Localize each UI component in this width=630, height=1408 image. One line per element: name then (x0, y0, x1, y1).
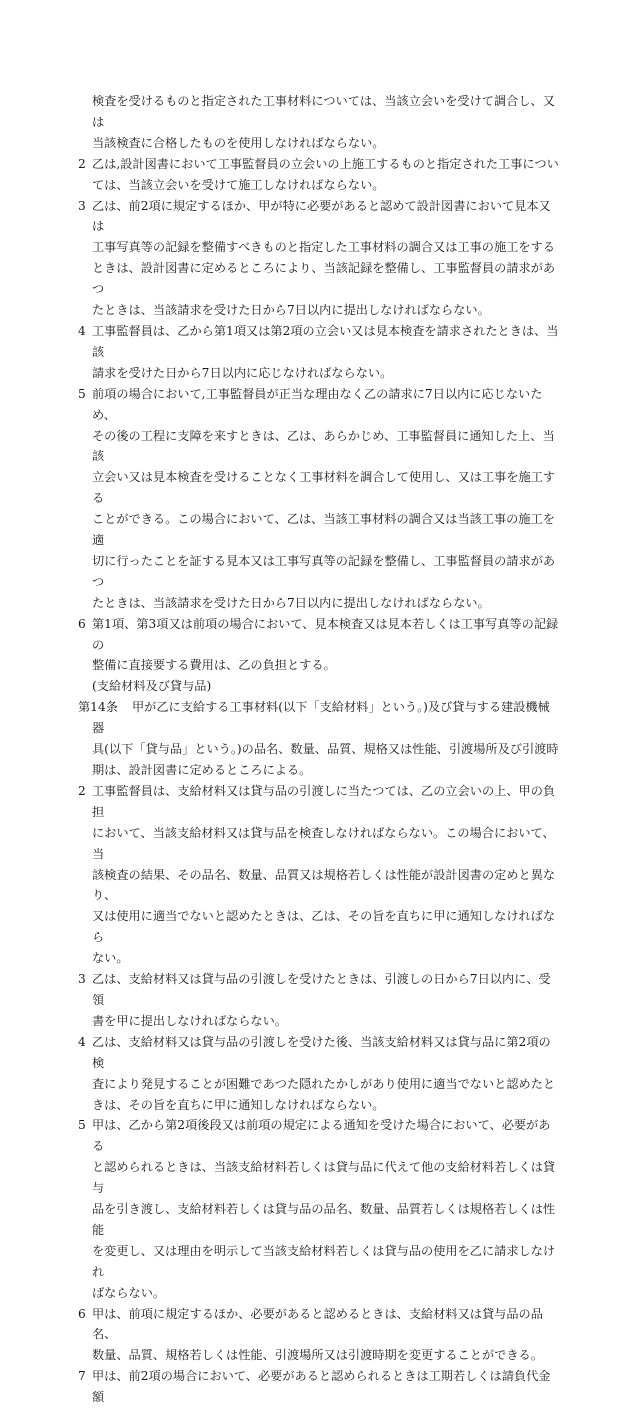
article-heading: (支給材料及び貸与品) (92, 679, 212, 694)
text-line: 立会い又は見本検査を受けることなく工事材料を調合して使用し、又は工事を施工する (92, 470, 556, 506)
contract-text (78, 91, 560, 1408)
article-14-paragraph-4 (78, 1032, 560, 1116)
text-line: その後の工程に支障を来すときは、乙は、あらかじめ、工事監督員に通知した上、当該 (92, 428, 555, 464)
text-line: と認められるときは、当該支給材料若しくは貸与品に代えて他の支給材料若しくは貸与 (92, 1160, 556, 1196)
text-line: において、当該支給材料又は貸与品を検査しなければならない。この場合において、当 (92, 825, 555, 861)
text-line: 乙は、支給材料又は貸与品の引渡しを受けた後、当該支給材料又は貸与品に第2項の検 (92, 1034, 551, 1070)
paragraph-number: 5 (78, 1118, 86, 1133)
text-line: 数量、品質、規格若しくは性能、引渡場所又は引渡時期を変更することができる。 (92, 1348, 543, 1363)
text-line: 甲は、前2項の場合において、必要があると認められるときは工期若しくは請負代金額 (92, 1369, 551, 1405)
paragraph-number: 6 (78, 616, 86, 631)
text-line: 工事監督員は、乙から第1項又は第2項の立会い又は見本検査を請求されたときは、当該 (92, 323, 559, 359)
paragraph-number: 2 (78, 783, 86, 798)
article-14-paragraph-2 (78, 781, 560, 969)
text-line: 検査を受けるものと指定された工事材料については、当該立会いを受けて調合し、又は (92, 94, 555, 129)
article-14-paragraph-5 (78, 1115, 560, 1303)
paragraph-5 (78, 384, 560, 614)
text-line: 前項の場合において,工事監督員が正当な理由なく乙の請求に7日以内に応じないため、 (92, 386, 543, 422)
text-line: 工事写真等の記録を整備すべきものと指定した工事材料の調合又は工事の施工をする (92, 240, 555, 255)
text-line: ない。 (92, 951, 129, 966)
text-line: 切に行ったことを証する見本又は工事写真等の記録を整備し、工事監督員の請求があつ (92, 553, 556, 589)
text-line: を変更し、又は理由を明示して当該支給材料若しくは貸与品の使用を乙に請求しなけれ (92, 1243, 556, 1279)
text-line: 第1項、第3項又は前項の場合において、見本検査又は見本若しくは工事写真等の記録の (92, 616, 559, 652)
paragraph-number: 6 (78, 1306, 86, 1321)
paragraph-number: 4 (78, 1034, 86, 1049)
text-line: 乙は、前2項に規定するほか、甲が特に必要があると認めて設計図書において見本又は (92, 198, 551, 234)
article-14 (78, 697, 560, 781)
text-line: たときは、当該請求を受けた日から7日以内に提出しなければならない。 (92, 595, 490, 610)
text-line: 乙は,設計図書において工事監督員の立会いの上施工するものと指定された工事につい (92, 156, 559, 171)
continued-paragraph (78, 91, 560, 154)
text-line: 甲が乙に支給する工事材料(以下「支給材料」という。)及び貸与する建設機械器 (92, 700, 550, 736)
article-14-paragraph-3 (78, 969, 560, 1032)
text-line: 請求を受けた日から7日以内に応じなければならない。 (92, 365, 393, 380)
text-line: 該検査の結果、その品名、数量、品質又は規格若しくは性能が設計図書の定めと異なり、 (92, 867, 556, 903)
text-line: 整備に直接要する費用は、乙の負担とする。 (92, 658, 336, 673)
text-line: 乙は、支給材料又は貸与品の引渡しを受けたときは、引渡しの日から7日以内に、受領 (92, 972, 551, 1007)
text-line: 具(以下「貸与品」という。)の品名、数量、品質、規格又は性能、引渡場所及び引渡時 (92, 742, 559, 757)
text-line: きは、その旨を直ちに甲に通知しなければならない。 (92, 1097, 385, 1112)
text-line: ときは、設計図書に定めるところにより、当該記録を整備し、工事監督員の請求があつ (92, 261, 556, 297)
article-number: 第14条 (78, 700, 118, 715)
text-line: たときは、当該請求を受けた日から7日以内に提出しなければならない。 (92, 303, 490, 318)
paragraph-number: 2 (78, 156, 86, 171)
text-line: 査により発見することが困難であつた隠れたかしがあり使用に適当でないと認めたと (92, 1076, 556, 1091)
text-line: 当該検査に合格したものを使用しなければならない。 (92, 135, 385, 150)
paragraph-6 (78, 614, 560, 677)
paragraph-number: 7 (78, 1369, 86, 1384)
text-line: 書を甲に提出しなければならない。 (92, 1013, 287, 1028)
text-line: ばならない。 (92, 1285, 166, 1300)
paragraph-4 (78, 321, 560, 384)
paragraph-2 (78, 154, 560, 196)
text-line: 品を引き渡し、支給材料若しくは貸与品の品名、数量、品質若しくは規格若しくは性能 (92, 1202, 556, 1237)
text-line: 期は、設計図書に定めるところによる。 (92, 763, 312, 777)
paragraph-number: 4 (78, 323, 86, 338)
text-line: ことができる。この場合において、乙は、当該工事材料の調合又は当該工事の施工を適 (92, 512, 555, 548)
text-line: ては、当該立会いを受けて施工しなければならない。 (92, 177, 385, 192)
text-line: 甲は、前項に規定するほか、必要があると認めるときは、支給材料又は貸与品の品名、 (92, 1306, 543, 1342)
text-line: 工事監督員は、支給材料又は貸与品の引渡しに当たつては、乙の立会いの上、甲の負担 (92, 783, 556, 819)
text-line: 甲は、乙から第2項後段又は前項の規定による通知を受けた場合において、必要がある (92, 1118, 551, 1154)
paragraph-number: 5 (78, 386, 86, 401)
article-14-paragraph-6 (78, 1304, 560, 1367)
text-line: 又は使用に適当でないと認めたときは、乙は、その旨を直ちに甲に通知しなければなら (92, 909, 556, 945)
paragraph-number: 3 (78, 972, 86, 987)
paragraph-3 (78, 196, 560, 321)
article-14-paragraph-7 (78, 1366, 560, 1408)
paragraph-number: 3 (78, 198, 86, 213)
